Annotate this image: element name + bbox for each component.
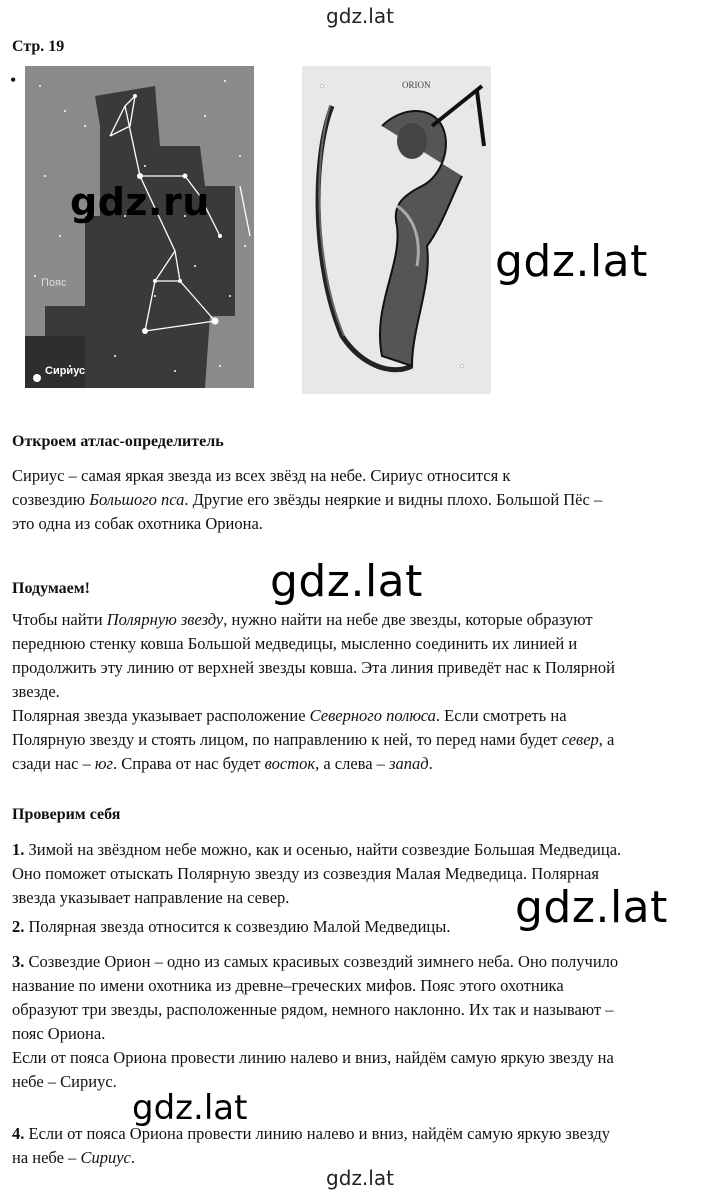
answer-2: 2. Полярная звезда относится к созвездию Малой Медведицы. [12,917,451,936]
orion-star-chart [25,66,254,388]
orion-engraving [302,66,491,394]
watermark-bottom: gdz.lat [326,1166,394,1190]
section-title-think: Подумаем! [12,580,90,597]
answer-4: 4. Если от пояса Ориона провести линию налево и вниз, найдём самую яркую звезду на небе – Сириус. [12,1124,611,1167]
answer-1: 1. Зимой на звёздном небе можно, как и осенью, найти созвездие Большая Медведица. Оно поможет отыскать Полярную звезду из созвездия Малая Медведица. Полярная звезда указывает направление на север. [12,840,622,907]
atlas-paragraph: Сириус – самая яркая звезда из всех звёзд на небе. Сириус относится к созвездию Большого пса. Другие его звёзды неяркие и видны плохо. Большой Пёс – это одна из собак охотника Ориона. [12,466,603,533]
watermark-top: gdz.lat [326,4,394,28]
watermark-overlay-2: gdz.lat [270,556,423,607]
answer-3: 3. Созвездие Орион – одно из самых красивых созвездий зимнего неба. Оно получило название по имени охотника из древне–греческих мифов. Пояс этого охотника образуют три звезды, расположенные рядом, немного наклонно. Их так и называют – пояс Ориона. Если от пояса Ориона провести линию налево и вниз, найдём самую яркую звезду на небе – Сириус. [12,952,619,1091]
bullet: • [10,70,17,90]
watermark-overlay-3: gdz.lat [515,882,668,933]
page-number: Стр. 19 [12,38,65,55]
watermark-overlay-4: gdz.lat [128,1088,251,1128]
watermark-overlay-1: gdz.lat [495,236,648,287]
section-title-check: Проверим себя [12,806,121,823]
orion-label: ORION [402,80,431,90]
sirius-label: Сириус [45,365,86,377]
section-title-atlas: Откроем атлас-определитель [12,433,224,450]
belt-label: Пояс [41,277,67,289]
think-paragraph: Чтобы найти Полярную звезду, нужно найти на небе две звезды, которые образуют переднюю стенку ковша Большой медведицы, мысленно соединить их линией и продолжить эту линию от верхней звезды ковша. Эта линия приведёт нас к Полярной звезде. Полярная звезда указывает расположение Северного полюса. Если смотреть на Полярную звезду и стоять лицом, по направлению к ней, то перед нами будет север, а сзади нас – юг. Справа от нас будет восток, а слева – запад. [12,610,615,773]
watermark-image-overlay: gdz.ru [70,180,210,224]
